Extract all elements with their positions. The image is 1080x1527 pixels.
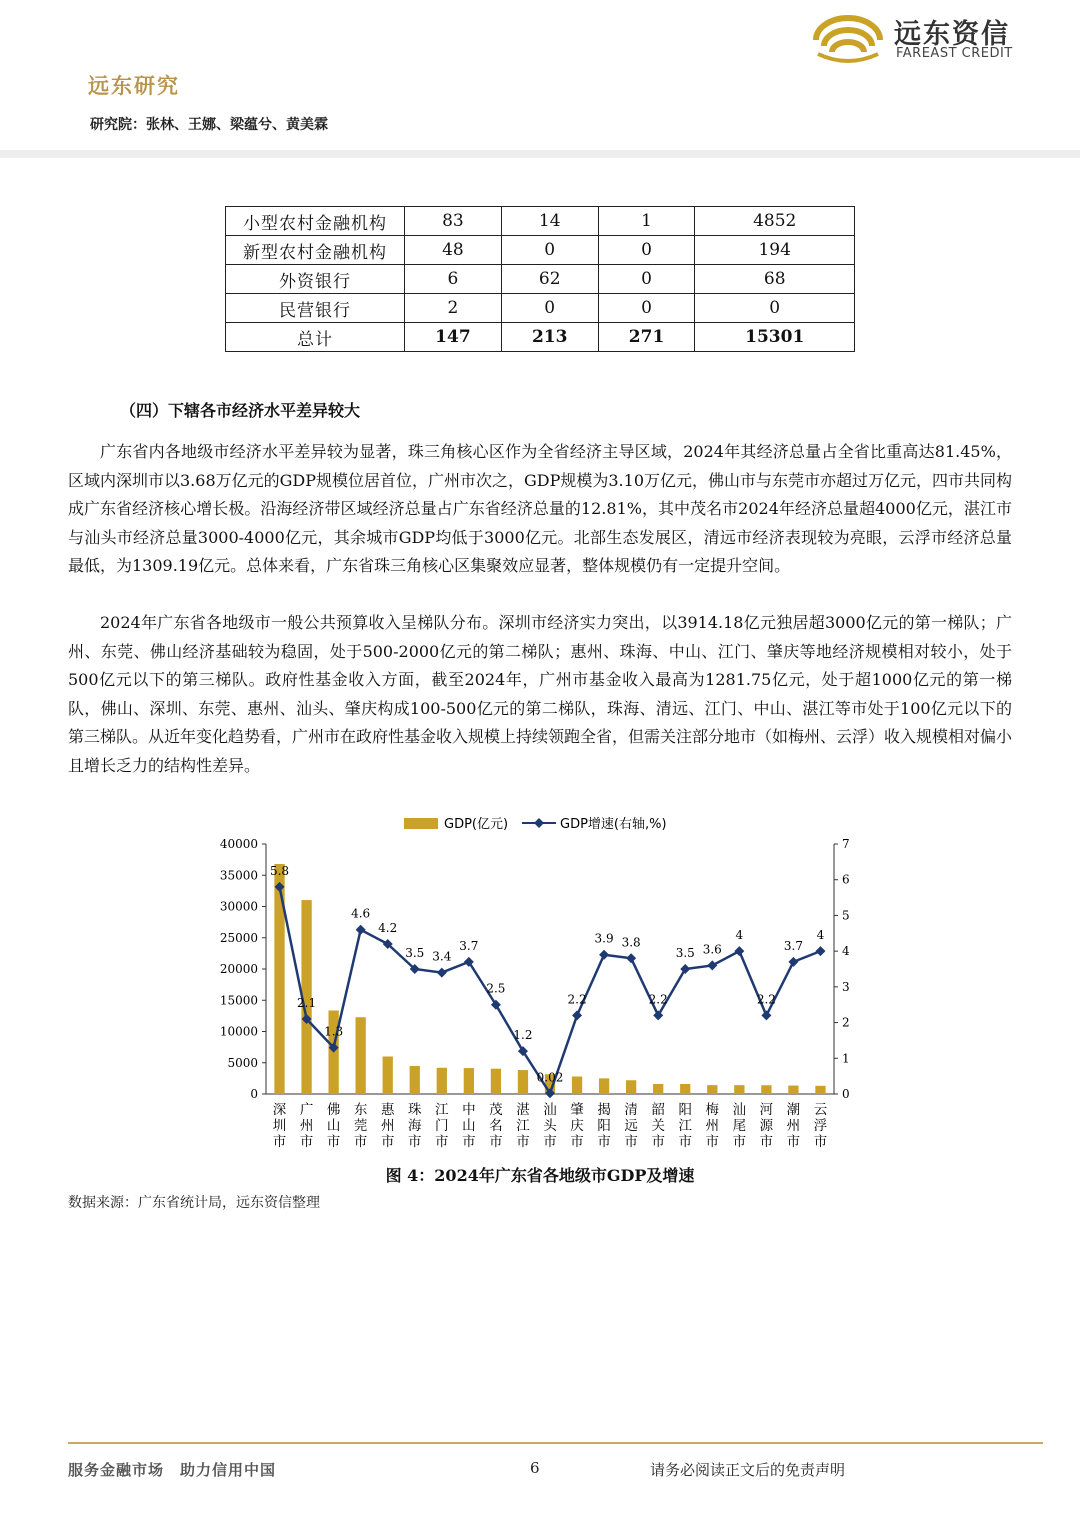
gdp-bar bbox=[653, 1084, 663, 1094]
growth-data-label: 4.2 bbox=[378, 921, 398, 935]
growth-data-label: 3.7 bbox=[459, 938, 479, 953]
right-tick-label: 5 bbox=[842, 908, 850, 923]
growth-data-label: 2.5 bbox=[486, 981, 506, 996]
company-logo bbox=[808, 10, 1048, 66]
gdp-chart bbox=[0, 800, 1080, 1160]
table-cell: 14 bbox=[501, 207, 598, 236]
table-cell: 147 bbox=[405, 323, 502, 352]
growth-data-label: 4 bbox=[735, 928, 744, 943]
right-tick-label: 7 bbox=[842, 837, 850, 851]
authors-line: 研究院：张林、王娜、梁蕴兮、黄美霖 bbox=[90, 117, 328, 133]
page-header bbox=[0, 0, 1080, 158]
growth-marker bbox=[815, 946, 825, 956]
table-cell: 194 bbox=[695, 236, 855, 265]
table-cell: 0 bbox=[598, 236, 695, 265]
legend-marker bbox=[534, 818, 544, 828]
growth-data-label: 2.1 bbox=[297, 996, 317, 1010]
category-label: 东莞市 bbox=[353, 1102, 368, 1150]
row-label: 民营银行 bbox=[226, 294, 405, 323]
category-label: 惠州市 bbox=[380, 1102, 395, 1150]
row-label: 新型农村金融机构 bbox=[226, 236, 405, 265]
table-row bbox=[226, 236, 855, 265]
category-label: 佛山市 bbox=[326, 1102, 341, 1150]
growth-marker bbox=[680, 964, 690, 974]
table-total-row bbox=[226, 323, 855, 352]
growth-data-label: 3.5 bbox=[675, 946, 695, 960]
footer-disclaimer: 请务必阅读正文后的免责声明 bbox=[650, 1461, 846, 1479]
growth-data-label: 3.6 bbox=[702, 942, 722, 957]
growth-marker bbox=[788, 957, 798, 967]
page-number: 6 bbox=[530, 1459, 540, 1477]
figure-caption: 图 4：2024年广东省各地级市GDP及增速 bbox=[385, 1166, 695, 1185]
header-divider bbox=[0, 150, 1080, 158]
growth-data-label: 2.2 bbox=[648, 992, 668, 1007]
category-label: 汕尾市 bbox=[732, 1102, 747, 1150]
gdp-bars bbox=[274, 864, 825, 1094]
chart-legend bbox=[404, 816, 667, 832]
left-tick-label: 20000 bbox=[219, 962, 258, 976]
growth-marker bbox=[734, 946, 744, 956]
category-labels bbox=[273, 1101, 828, 1150]
table-cell: 83 bbox=[405, 207, 502, 236]
growth-marker bbox=[626, 953, 636, 963]
gdp-bar bbox=[707, 1085, 717, 1094]
table-cell: 271 bbox=[598, 323, 695, 352]
growth-data-label: 2.2 bbox=[567, 992, 587, 1007]
body-paragraph: 广东省内各地级市经济水平差异较为显著，珠三角核心区作为全省经济主导区域，2024年其经济总量占全省比重高达81.45%，区域内深圳市以3.68万亿元的GDP规模位居首位，广州市次之，GDP规模为3.10万亿元，佛山市与东莞市亦超过万亿元，四市共同构成广东省经济核心增长极。沿海经济带区域经济总量占广东省经济总量的12.81%，其中茂名市2024年经济总量超4000亿元，湛江市与汕头市经济总量3000-4000亿元，其余城市GDP均低于3000亿元。北部生态发展区，清远市经济表现较为亮眼，云浮市经济总量最低，为1309.19亿元。总体来看，广东省珠三角核心区集聚效应显著，整体规模仍有一定提升空间。 bbox=[68, 442, 1013, 575]
growth-data-label: 2.2 bbox=[756, 992, 776, 1007]
left-tick-label: 15000 bbox=[219, 993, 258, 1008]
gdp-bar bbox=[572, 1077, 582, 1095]
gdp-bar bbox=[788, 1086, 798, 1094]
category-label: 肇庆市 bbox=[570, 1102, 584, 1150]
table-cell: 4852 bbox=[695, 207, 855, 236]
gdp-bar bbox=[599, 1078, 609, 1094]
category-label: 潮州市 bbox=[786, 1102, 801, 1150]
right-tick-label: 4 bbox=[842, 944, 850, 959]
logo-mark-icon bbox=[808, 10, 888, 66]
left-tick-label: 35000 bbox=[219, 868, 258, 883]
left-tick-label: 10000 bbox=[219, 1024, 258, 1039]
gdp-bar bbox=[680, 1084, 690, 1094]
table-cell: 62 bbox=[501, 265, 598, 294]
gdp-bar bbox=[815, 1086, 825, 1094]
right-tick-label: 3 bbox=[842, 979, 850, 994]
table-cell: 0 bbox=[501, 236, 598, 265]
table-cell: 1 bbox=[598, 207, 695, 236]
institutions-table bbox=[225, 206, 855, 352]
growth-data-label: 1.2 bbox=[513, 1028, 533, 1043]
growth-marker bbox=[437, 968, 447, 978]
table-cell: 0 bbox=[501, 294, 598, 323]
left-tick-label: 30000 bbox=[219, 899, 258, 914]
growth-line bbox=[270, 864, 825, 1098]
gdp-bar bbox=[518, 1070, 528, 1094]
chart-axes bbox=[220, 837, 850, 1101]
growth-marker bbox=[707, 960, 717, 970]
gdp-bar bbox=[734, 1085, 744, 1094]
left-tick-label: 25000 bbox=[219, 930, 258, 945]
table-cell: 2 bbox=[405, 294, 502, 323]
table-cell: 0 bbox=[598, 294, 695, 323]
gdp-bar bbox=[356, 1017, 366, 1094]
right-tick-label: 6 bbox=[842, 872, 850, 887]
growth-data-label: 5.8 bbox=[269, 863, 290, 878]
category-label: 深圳市 bbox=[272, 1102, 287, 1150]
row-label: 小型农村金融机构 bbox=[226, 207, 405, 236]
growth-marker bbox=[653, 1010, 663, 1020]
row-label: 总计 bbox=[226, 323, 405, 352]
category-label: 湛江市 bbox=[516, 1102, 530, 1150]
growth-data-label: 4 bbox=[816, 928, 825, 943]
series-title: 远东研究 bbox=[88, 73, 180, 98]
category-label: 揭阳市 bbox=[597, 1102, 611, 1150]
growth-data-label: 0.02 bbox=[536, 1070, 564, 1085]
growth-data-label: 3.4 bbox=[432, 949, 452, 964]
gdp-bar bbox=[761, 1085, 771, 1094]
category-label: 茂名市 bbox=[489, 1102, 503, 1150]
table-cell: 0 bbox=[598, 265, 695, 294]
growth-data-label: 4.6 bbox=[351, 906, 371, 921]
table-cell: 213 bbox=[501, 323, 598, 352]
category-label: 珠海市 bbox=[408, 1102, 422, 1150]
table-row bbox=[226, 265, 855, 294]
gdp-bar bbox=[383, 1057, 393, 1095]
growth-data-label: 3.7 bbox=[783, 938, 803, 953]
category-label: 河源市 bbox=[759, 1102, 774, 1150]
data-source: 数据来源：广东省统计局，远东资信整理 bbox=[68, 1195, 320, 1211]
left-tick-label: 5000 bbox=[227, 1055, 258, 1070]
logo-name-cn: 远东资信 bbox=[894, 19, 1010, 50]
left-tick-label: 0 bbox=[250, 1087, 258, 1101]
table-row bbox=[226, 207, 855, 236]
logo-name-en: FAREAST CREDIT bbox=[896, 46, 1013, 61]
category-label: 广州市 bbox=[299, 1102, 314, 1150]
table-cell: 15301 bbox=[695, 323, 855, 352]
category-label: 汕头市 bbox=[543, 1102, 557, 1150]
body-paragraph: 2024年广东省各地级市一般公共预算收入呈梯队分布。深圳市经济实力突出，以3914.18亿元独居超3000亿元的第一梯队；广州、东莞、佛山经济基础较为稳固，处于500-2000亿元的第二梯队；惠州、珠海、中山、江门、肇庆等地经济规模相对较小，处于500亿元以下的第三梯队。政府性基金收入方面，截至2024年，广州市基金收入最高为1281.75亿元，处于超1000亿元的第一梯队，佛山、深圳、东莞、惠州、汕头、肇庆构成100-500亿元的第二梯队，珠海、清远、江门、中山、湛江等市处于100亿元以下的第三梯队。从近年变化趋势看，广州市在政府性基金收入规模上持续领跑全省，但需关注部分地市（如梅州、云浮）收入规模相对偏小且增长乏力的结构性差异。 bbox=[68, 613, 1013, 775]
row-label: 外资银行 bbox=[226, 265, 405, 294]
gdp-bar bbox=[437, 1068, 447, 1094]
category-label: 清远市 bbox=[624, 1102, 638, 1150]
table-cell: 48 bbox=[405, 236, 502, 265]
category-label: 中山市 bbox=[462, 1102, 476, 1150]
table-row bbox=[226, 294, 855, 323]
category-label: 云浮市 bbox=[813, 1102, 828, 1150]
growth-data-label: 3.5 bbox=[405, 946, 425, 960]
footer-divider bbox=[68, 1442, 1043, 1444]
left-tick-label: 40000 bbox=[219, 837, 258, 851]
growth-marker bbox=[572, 1010, 582, 1020]
growth-data-label: 3.8 bbox=[621, 935, 641, 950]
growth-marker bbox=[356, 925, 366, 935]
gdp-bar bbox=[626, 1080, 636, 1094]
legend-swatch-bar bbox=[404, 818, 438, 829]
table-cell: 0 bbox=[695, 294, 855, 323]
category-label: 阳江市 bbox=[678, 1102, 692, 1150]
section-heading: （四）下辖各市经济水平差异较大 bbox=[120, 401, 361, 420]
table-cell: 68 bbox=[695, 265, 855, 294]
growth-data-label: 3.9 bbox=[594, 931, 614, 946]
legend-label-growth: GDP增速(右轴,%) bbox=[560, 817, 667, 832]
right-tick-label: 1 bbox=[842, 1051, 850, 1066]
growth-marker bbox=[761, 1010, 771, 1020]
gdp-bar bbox=[464, 1068, 474, 1094]
footer-slogan: 服务金融市场 助力信用中国 bbox=[68, 1461, 277, 1479]
legend-label-gdp: GDP(亿元) bbox=[444, 817, 509, 832]
right-tick-label: 2 bbox=[842, 1015, 850, 1030]
growth-marker bbox=[599, 950, 609, 960]
category-label: 梅州市 bbox=[705, 1102, 720, 1150]
right-tick-label: 0 bbox=[842, 1087, 850, 1101]
gdp-bar bbox=[410, 1066, 420, 1094]
growth-data-label: 1.3 bbox=[324, 1024, 344, 1039]
category-label: 江门市 bbox=[435, 1102, 449, 1150]
gdp-bar bbox=[491, 1069, 501, 1094]
category-label: 韶关市 bbox=[651, 1102, 665, 1150]
table-cell: 6 bbox=[405, 265, 502, 294]
